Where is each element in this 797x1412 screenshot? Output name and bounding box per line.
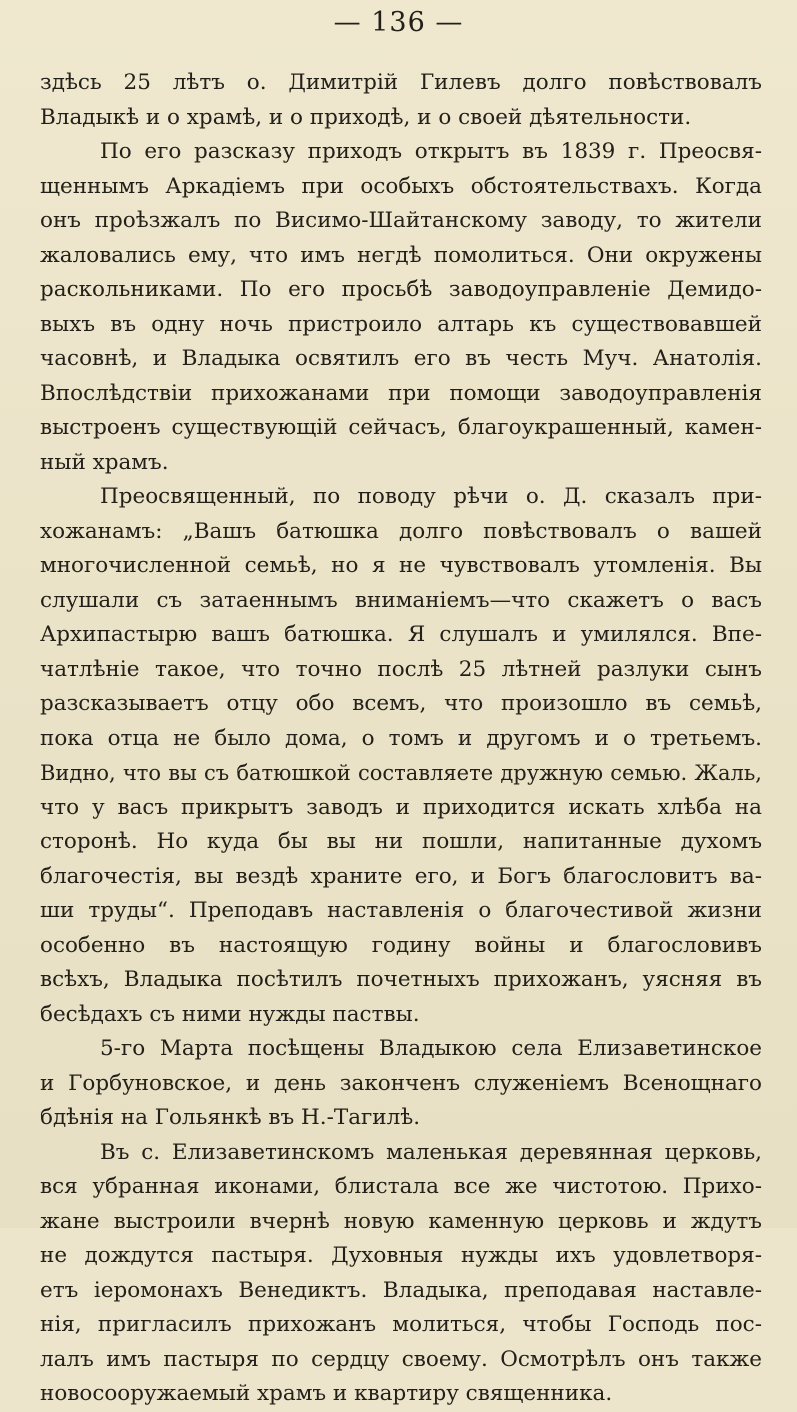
text-line: слушали съ затаеннымъ вниманіемъ—что скажетъ о васъ [40, 587, 762, 613]
text-line: 5-го Марта посѣщены Владыкою села Елизаветинское [100, 1036, 762, 1061]
text-line: Видно, что вы съ батюшкой составляете дружную семью. Жаль, [40, 761, 762, 785]
text-line: жаловались ему, что имъ негдѣ помолиться. Они окружены [40, 242, 762, 268]
text-line: что у васъ прикрытъ заводъ и приходится искать хлѣба на [40, 794, 762, 820]
text-line: здѣсь 25 лѣтъ о. Димитрій Гилевъ долго повѣствовалъ [40, 70, 762, 95]
text-line: раскольниками. По его просьбѣ заводоуправленіе Демидо- [40, 277, 762, 302]
text-line: выстроенъ существующій сейчасъ, благоукрашенный, камен- [40, 415, 762, 440]
text-line: Въ с. Елизаветинскомъ маленькая деревянная церковь, [100, 1139, 762, 1165]
text-line: бесѣдахъ съ ними нужды паствы. [40, 1001, 420, 1027]
text-line: лалъ имъ пастыря по сердцу своему. Осмотрѣлъ онъ также [40, 1346, 762, 1372]
text-line: онъ проѣзжалъ по Висимо-Шайтанскому заводу, то жители [40, 208, 762, 233]
text-line: Владыкѣ и о храмѣ, и о приходѣ, и о своей дѣятельности. [40, 104, 692, 130]
text-line: Впослѣдствіи прихожанами при помощи заводоуправленія [40, 380, 762, 406]
text-line: ный храмъ. [40, 449, 169, 475]
text-line: пока отца не было дома, о томъ и другомъ и о третьемъ. [40, 725, 762, 751]
text-line: сторонѣ. Но куда бы вы ни пошли, напитанные духомъ [40, 829, 762, 854]
body-text [40, 66, 762, 1412]
text-line: ши труды“. Преподавъ наставленія о благочестивой жизни [40, 898, 762, 923]
text-line: часовнѣ, и Владыка освятилъ его въ честь Муч. Анатолія. [40, 346, 762, 371]
text-line: хожанамъ: „Вашъ батюшка долго повѣствовалъ о вашей [40, 518, 762, 544]
text-line: чатлѣніе такое, что точно послѣ 25 лѣтней разлуки сынъ [40, 656, 762, 682]
text-line: разсказываетъ отцу обо всемъ, что произошло въ семьѣ, [40, 691, 762, 716]
text-line: етъ іеромонахъ Венедиктъ. Владыка, преподавая наставле- [40, 1277, 762, 1303]
text-line: щеннымъ Аркадіемъ при особыхъ обстоятельствахъ. Когда [40, 173, 762, 199]
text-line: нія, пригласилъ прихожанъ молиться, чтобы Господь пос- [40, 1312, 762, 1337]
text-line: вся убранная иконами, блистала все же чистотою. Прихо- [40, 1174, 762, 1199]
text-line: не дождутся пастыря. Духовныя нужды ихъ удовлетворя- [40, 1243, 762, 1268]
text-line: бдѣнія на Гольянкѣ въ Н.-Тагилѣ. [40, 1105, 421, 1130]
text-line: Архипастырю вашъ батюшка. Я слушалъ и умилялся. Впе- [40, 622, 762, 647]
text-line: жане выстроили вчернѣ новую каменную церковь и ждутъ [40, 1208, 762, 1234]
text-line: и Горбуновское, и день законченъ служеніемъ Всенощнаго [40, 1070, 762, 1096]
text-line: благочестія, вы вездѣ храните его, и Богъ благословитъ ва- [40, 863, 762, 889]
page-number: — 136 — [333, 7, 464, 38]
text-line: всѣхъ, Владыка посѣтилъ почетныхъ прихожанъ, уясняя въ [40, 967, 762, 992]
text-line: По его разсказу приходъ открытъ въ 1839 г. Преосвя- [100, 139, 762, 164]
text-line: многочисленной семьѣ, но я не чувствовалъ утомленія. Вы [40, 553, 762, 578]
text-line: особенно въ настоящую годину войны и благословивъ [40, 932, 762, 958]
text-line: Преосвященный, по поводу рѣчи о. Д. сказалъ при- [100, 484, 762, 509]
text-line: выхъ въ одну ночь пристроило алтарь къ существовавшей [40, 311, 762, 337]
text-line: новосооружаемый храмъ и квартиру священника. [40, 1381, 613, 1406]
